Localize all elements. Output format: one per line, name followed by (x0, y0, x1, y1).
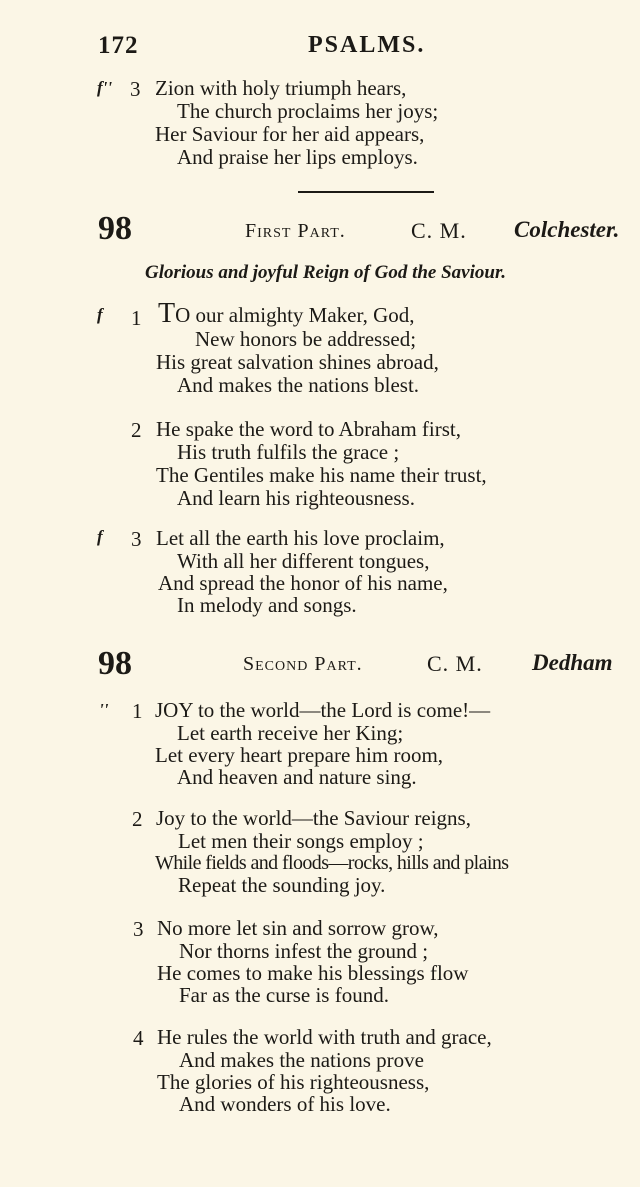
tune-name: Dedham (532, 650, 613, 675)
verse-line: Joy to the world—the Saviour reigns, (156, 806, 471, 830)
verse-line: Let men their songs employ ; (178, 829, 424, 853)
psalm-number: 98 (98, 645, 132, 682)
verse-line: Far as the curse is found. (179, 983, 389, 1007)
verse-number: 2 (131, 418, 142, 442)
verse-line: JOY to the world—the Lord is come!— (155, 698, 491, 722)
verse-line: Let every heart prepare him room, (155, 743, 444, 767)
verse-line: And heaven and nature sing. (177, 765, 417, 789)
verse-number: 1 (132, 699, 143, 723)
part-label: Second Part. (243, 653, 363, 675)
verse-line (158, 298, 415, 329)
verse-line: While fields and floods—rocks, hills and plains (155, 852, 509, 874)
verse-line: Nor thorns infest the ground ; (179, 939, 429, 963)
page-number: 172 (98, 32, 139, 59)
verse-line: The church proclaims her joys; (177, 99, 439, 123)
verse-line: And spread the honor of his name, (158, 571, 448, 595)
verse-line: His great salvation shines abroad, (156, 350, 439, 374)
section-divider (298, 191, 434, 193)
verse-number: 3 (133, 917, 144, 941)
verse-line: And makes the nations blest. (177, 373, 420, 397)
dynamic-mark: '' (99, 700, 109, 719)
verse-line: In melody and songs. (177, 593, 357, 617)
verse-line: He comes to make his blessings flow (157, 961, 469, 985)
part-label: First Part. (245, 220, 346, 242)
psalm-number: 98 (98, 210, 132, 247)
verse-line: The glories of his righteousness, (157, 1070, 430, 1094)
verse-number: 1 (131, 306, 142, 330)
verse-line: The Gentiles make his name their trust, (156, 463, 487, 487)
verse-number: 4 (133, 1026, 144, 1050)
verse-line-rest: O our almighty Maker, God, (175, 303, 415, 327)
tune-name: Colchester. (514, 217, 620, 242)
running-head: PSALMS. (308, 32, 426, 58)
verse-line: No more let sin and sorrow grow, (157, 916, 439, 940)
meter-label: C. M. (411, 218, 467, 243)
dynamic-mark: f (97, 527, 103, 546)
dynamic-mark: f'' (97, 78, 113, 97)
verse-line: He rules the world with truth and grace, (157, 1025, 492, 1049)
verse-number: 3 (131, 527, 142, 551)
verse-line: And makes the nations prove (179, 1048, 424, 1072)
page-header (0, 32, 640, 62)
verse-line: New honors be addressed; (195, 327, 417, 351)
verse-line: And wonders of his love. (179, 1092, 391, 1116)
verse-line: He spake the word to Abraham first, (156, 417, 462, 441)
verse-line: Let all the earth his love proclaim, (156, 526, 445, 550)
verse-line: Let earth receive her King; (177, 721, 404, 745)
verse-line: And learn his righteousness. (177, 486, 415, 510)
drop-cap: T (158, 298, 176, 329)
verse-line: His truth fulfils the grace ; (177, 440, 400, 464)
verse-number: 3 (130, 77, 141, 101)
verse-line: Her Saviour for her aid appears, (155, 122, 425, 146)
verse-number: 2 (132, 807, 143, 831)
verse-line: Zion with holy triumph hears, (155, 76, 407, 100)
verse-line: Repeat the sounding joy. (178, 873, 386, 897)
verse-line: And praise her lips employs. (177, 145, 418, 169)
meter-label: C. M. (427, 651, 483, 676)
psalm-subtitle: Glorious and joyful Reign of God the Saviour. (145, 262, 507, 283)
verse-line: With all her different tongues, (177, 549, 430, 573)
dynamic-mark: f (97, 305, 103, 324)
